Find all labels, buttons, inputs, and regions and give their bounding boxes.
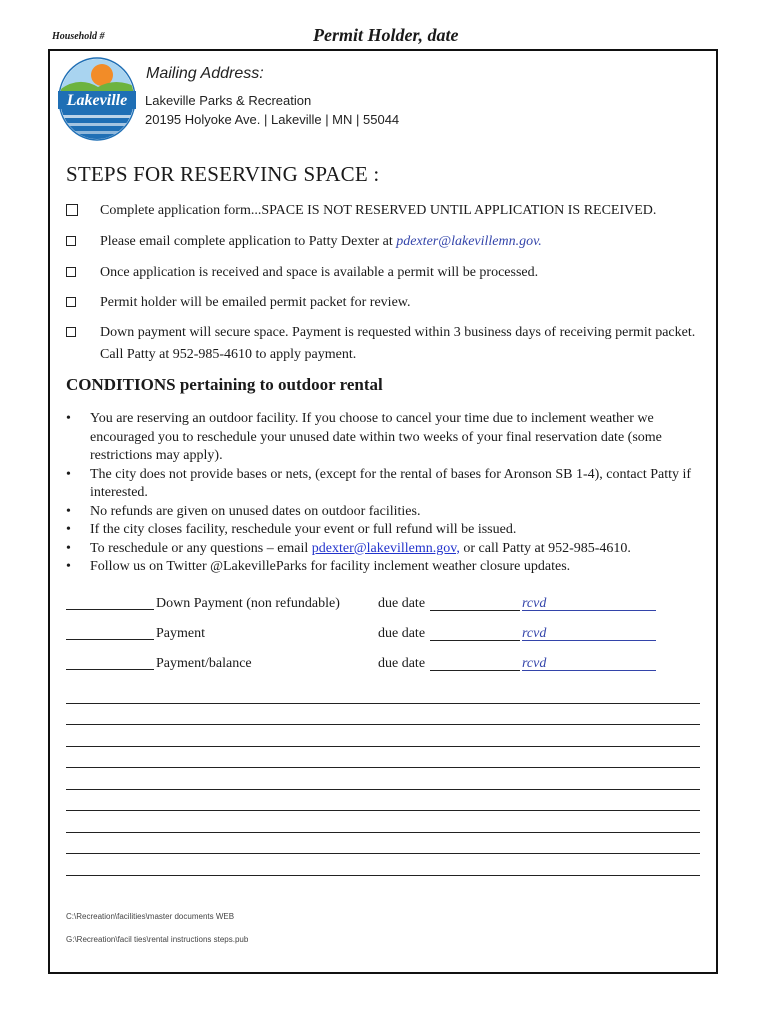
permit-holder-date-title: Permit Holder, date <box>313 25 459 45</box>
condition-item: • Follow us on Twitter @LakevilleParks for facility inclement weather closure updates. <box>66 558 706 577</box>
notes-line[interactable] <box>66 832 700 833</box>
rcvd-blank[interactable] <box>522 640 656 641</box>
rcvd-blank[interactable] <box>522 610 656 611</box>
due-date-label: due date <box>378 626 426 641</box>
amount-blank[interactable] <box>66 626 154 640</box>
notes-line[interactable] <box>66 810 700 811</box>
condition-item: • If the city closes facility, reschedule your event or full refund will be issued. <box>66 521 706 540</box>
step-text: Complete application form...SPACE IS NOT RESERVED UNTIL APPLICATION IS RECEIVED. <box>100 203 657 218</box>
notes-line[interactable] <box>66 724 700 725</box>
condition-item: • You are reserving an outdoor facility. If you choose to cancel your time due to inclement weather we encouraged you to reschedule your unused date within two weeks of your final reservation date (some restrictions may apply). <box>66 410 706 466</box>
notes-line[interactable] <box>66 767 700 768</box>
condition-item: • To reschedule or any questions – email pdexter@lakevillemn.gov, or call Patty at 952-985-4610. <box>66 540 706 559</box>
mailing-address-line-2: 20195 Holyoke Ave. | Lakeville | MN | 55044 <box>145 112 400 127</box>
payment-label: Down Payment (non refundable) <box>156 596 340 611</box>
due-date-blank[interactable] <box>430 610 520 611</box>
step-checkbox[interactable] <box>66 236 76 246</box>
rcvd-label: rcvd <box>522 656 547 671</box>
steps-title: STEPS FOR RESERVING SPACE : <box>66 162 380 186</box>
payment-row <box>66 626 666 646</box>
condition-item: • The city does not provide bases or nets, (except for the rental of bases for Aronson SB 1-4), contact Patty if interested. <box>66 466 706 503</box>
lakeville-logo <box>58 57 136 141</box>
conditions-title: CONDITIONS pertaining to outdoor rental <box>66 375 383 394</box>
payment-label: Payment/balance <box>156 656 252 671</box>
household-number-label: Household # <box>52 31 105 42</box>
rcvd-label: rcvd <box>522 626 547 641</box>
condition-item: • No refunds are given on unused dates on outdoor facilities. <box>66 503 706 522</box>
rcvd-blank[interactable] <box>522 670 656 671</box>
step-checkbox[interactable] <box>66 204 78 216</box>
step-checkbox[interactable] <box>66 297 76 307</box>
file-path-1: C:\Recreation\facilities\master documents WEB <box>66 912 235 921</box>
due-date-blank[interactable] <box>430 640 520 641</box>
notes-line[interactable] <box>66 853 700 854</box>
rcvd-label: rcvd <box>522 596 547 611</box>
mailing-address-heading: Mailing Address: <box>146 65 264 82</box>
amount-blank[interactable] <box>66 596 154 610</box>
notes-line[interactable] <box>66 703 700 704</box>
notes-line[interactable] <box>66 746 700 747</box>
notes-line[interactable] <box>66 789 700 790</box>
mailing-address-line-1: Lakeville Parks & Recreation <box>145 93 312 108</box>
step-checkbox[interactable] <box>66 327 76 337</box>
step-text: Down payment will secure space. Payment is requested within 3 business days of receiving permit packet. Call Patty at 952-985-4610 to apply payment. <box>100 325 696 362</box>
step-text: Permit holder will be emailed permit packet for review. <box>100 295 411 310</box>
due-date-blank[interactable] <box>430 670 520 671</box>
payment-row <box>66 596 666 616</box>
reschedule-email-link[interactable]: pdexter@lakevillemn.gov, <box>311 540 460 556</box>
amount-blank[interactable] <box>66 656 154 670</box>
step-checkbox[interactable] <box>66 267 76 277</box>
file-path-2: G:\Recreation\facil ties\rental instructions steps.pub <box>66 935 249 944</box>
payment-label: Payment <box>156 626 205 641</box>
notes-line[interactable] <box>66 875 700 876</box>
payment-row <box>66 656 666 676</box>
due-date-label: due date <box>378 596 426 611</box>
email-link[interactable]: pdexter@lakevillemn.gov. <box>396 234 542 249</box>
logo-text: Lakeville <box>66 92 128 109</box>
step-text: Please email complete application to Patty Dexter at pdexter@lakevillemn.gov. <box>100 234 542 249</box>
step-text: Once application is received and space is available a permit will be processed. <box>100 265 539 280</box>
conditions-list <box>66 410 706 577</box>
due-date-label: due date <box>378 656 426 671</box>
